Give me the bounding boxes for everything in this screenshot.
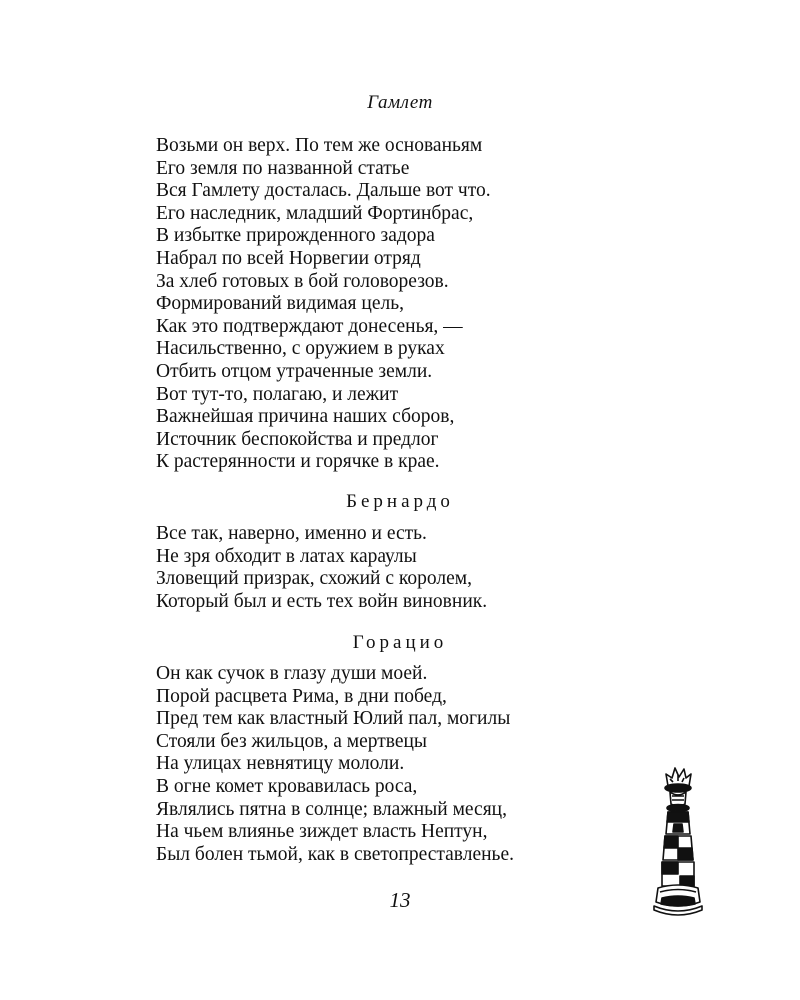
verse-line: Его земля по названной статье	[156, 157, 410, 179]
verse-line: Возьми он верх. По тем же основаньям	[156, 135, 483, 156]
verse-line: Вот тут-то, полагаю, и лежит	[156, 383, 399, 405]
verse-block-1	[156, 135, 696, 474]
verse-block-3	[156, 663, 696, 866]
verse-line: За хлеб готовых в бой головорезов.	[156, 270, 449, 292]
verse-line: Все так, наверно, именно и есть.	[156, 523, 427, 544]
page-number: 13	[389, 888, 411, 912]
verse-line: Порой расцвета Рима, в дни побед,	[156, 685, 447, 707]
verse-line: На чьем влиянье зиждет власть Нептун,	[156, 821, 488, 843]
verse-line: Который был и есть тех войн виновник.	[156, 590, 488, 612]
verse-line: Формирований видимая цель,	[156, 293, 404, 315]
verse-block-2	[156, 523, 696, 613]
verse-line: Важнейшая причина наших сборов,	[156, 406, 455, 428]
verse-line: Вся Гамлету досталась. Дальше вот что.	[156, 180, 491, 202]
verse-line: Он как сучок в глазу души моей.	[156, 663, 428, 684]
verse-line: Его наследник, младший Фортинбрас,	[156, 202, 474, 224]
verse-line: Стояли без жильцов, а мертвецы	[156, 730, 428, 752]
verse-line: Пред тем как властный Юлий пал, могилы	[156, 708, 511, 730]
speaker-name-horatio: Горацио	[352, 632, 448, 653]
verse-line: Являлись пятна в солнце; влажный месяц,	[156, 798, 507, 820]
verse-line: Отбить отцом утраченные земли.	[156, 360, 433, 382]
verse-line: Не зря обходит в латах караулы	[156, 545, 417, 567]
verse-line: Зловещий призрак, схожий с королем,	[156, 568, 472, 590]
speaker-name-bernardo: Бернардо	[346, 491, 454, 512]
verse-line: К растерянности и горячке в крае.	[156, 451, 440, 473]
verse-line: Был болен тьмой, как в светопреставленье.	[156, 843, 514, 865]
verse-line: Источник беспокойства и предлог	[156, 428, 439, 450]
verse-line: В огне комет кровавилась роса,	[156, 775, 418, 797]
verse-line: Набрал по всей Норвегии отряд	[156, 247, 421, 269]
verse-line: На улицах невнятицу мололи.	[156, 753, 405, 775]
running-head: Гамлет	[367, 92, 433, 113]
verse-line: В избытке прирожденного задора	[156, 225, 435, 247]
verse-line: Насильственно, с оружием в руках	[156, 338, 445, 360]
verse-line: Как это подтверждают донесенья, —	[156, 315, 463, 337]
